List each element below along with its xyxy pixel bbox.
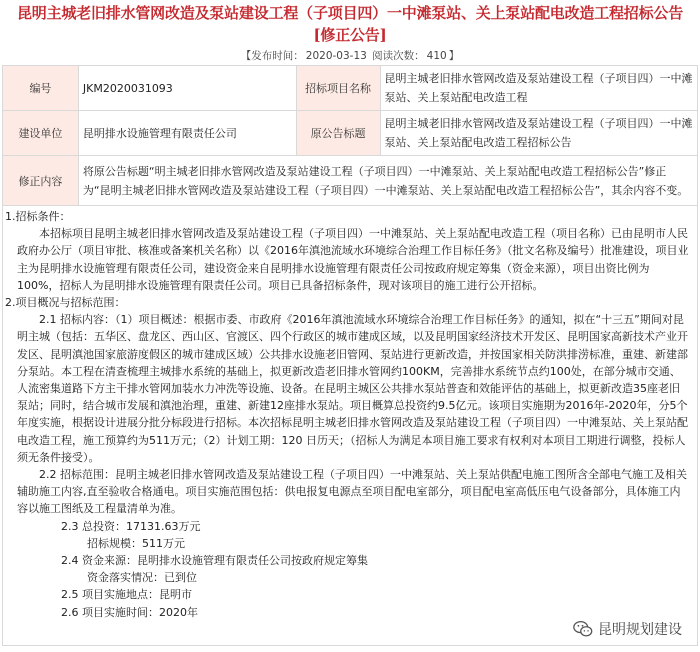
info-row-code [3,66,698,111]
code-label: 编号 [3,66,79,111]
info-row-unit [3,111,698,156]
publish-label: 【发布时间： [240,50,304,62]
content-value: 将原公告标题“明主城老旧排水管网改造及泵站建设工程（子项目四）一中滩泵站、关上泵站配电改造工程招标公告”修正为“昆明主城老旧排水管网改造及泵站建设工程（子项目四）一中滩泵站、关上泵站配电改造工程招标公告”，其余内容不变。 [78,156,697,206]
page-title: 昆明主城老旧排水管网改造及泵站建设工程（子项目四）一中滩泵站、关上泵站配电改造工程招标公告[修正公告] [16,4,683,44]
wechat-icon [572,618,594,640]
meta-close: 】 [448,50,460,62]
fund-source-value: 昆明排水设施管理有限责任公司按政府规定筹集 [137,554,368,568]
section-2-4 [17,552,689,569]
notice-body [2,206,698,646]
scale-label: 招标规模： [87,536,142,550]
content-label: 修正内容 [3,156,79,206]
project-value: 昆明主城老旧排水管网改造及泵站建设工程（子项目四）一中滩泵站、关上泵站配电改造工程 [380,66,698,111]
scale-value: 511万元 [142,536,185,550]
section-2-2-text: 2.2 招标范围：昆明主城老旧排水管网改造及泵站建设工程（子项目四）一中滩泵站、关上泵站供配电施工图所含全部电气施工及相关辅助施工内容,直至验收合格通电。项目实施范围包括：供电报复电源点至项目配电室部分，项目配电室高低压电气设备部分，具体施工内容以施工图纸及工程量清单为准。 [17,468,687,516]
section-2-3b [17,535,689,552]
publish-time: 2020-03-13 [305,50,367,62]
orig-title-value: 昆明主城老旧排水管网改造及泵站建设工程（子项目四）一中滩泵站、关上泵站配电改造工程招标公告 [380,111,698,156]
location-label: 2.5 项目实施地点： [61,588,159,602]
fund-source-label: 2.4 资金来源： [61,554,137,568]
section-2-5 [17,586,689,603]
watermark-text: 昆明规划建设 [598,622,682,638]
time-value: 2020年 [159,605,198,619]
section-2-1-text: 2.1 招标内容：（1）项目概述：根据市委、市政府《2016年滇池流域水环境综合治理工作目标任务》的通知，拟在“十三五”期间对昆明主城（包括：五华区、盘龙区、西山区、官渡区、四个行政区的城市建成区域，以及昆明国家经济技术开发区、昆明国家高新技术产业开发区、昆明滇池国家旅游度假区的城市建成区域）公共排水设施老旧管网、泵站进行更新改造，并按国家相关防洪排涝标准，重建、新建部分泵站。本工程在清查梳理主城排水系统的基础上，拟更新改造老旧排水管网约100KM，完善排水系统节点约100处，在部分城市交通、人流密集道路下方主干排水管网加装水力冲洗等设施、设备。在昆明主城区公共排水泵站普查和效能评估的基础上，拟更新改造35座老旧泵站；同时，结合城市发展和滇池治理，重建、新建12座排水泵站。项目概算总投资约9.5亿元。该项目实施期为2016年-2020年，分5个年度实施，根据设计进展分批分标段进行招标。本次招标昆明主城老旧排水管网改造及泵站建设工程（子项目四）一中滩泵站、关上泵站配电改造工程，施工预算约为511万元；（2）计划工期：120 日历天；（招标人为满足本项目施工要求有权利对本项目工期进行调整，投标人须无条件接受）。 [17,313,688,464]
fund-status-value: 已到位 [164,571,197,585]
code-value: JKM2020031093 [78,66,296,111]
publish-meta [0,47,700,65]
reads-label: 阅读次数： [372,50,425,62]
project-label: 招标项目名称 [296,66,380,111]
unit-value: 昆明排水设施管理有限责任公司 [78,111,296,156]
reads-count: 410 [426,50,447,62]
total-investment-label: 2.3 总投资： [61,519,126,533]
section-2-4b [17,569,689,586]
section-2-3 [17,518,689,535]
orig-title-label: 原公告标题 [296,111,380,156]
fund-status-label: 资金落实情况： [87,571,164,585]
time-label: 2.6 项目实施时间： [61,605,159,619]
watermark [568,616,686,642]
info-row-content [3,156,698,206]
section-1-text: 本招标项目昆明主城老旧排水管网改造及泵站建设工程（子项目四）一中滩泵站、关上泵站配电改造工程（项目名称）已由昆明市人民政府办公厅（项目审批、核准或备案机关名称）以《2016年滇池流域水环境综合治理工作目标任务》（批文名称及编号）批准建设，项目业主为昆明排水设施管理有限责任公司，建设资金来自昆明排水设施管理有限责任公司按政府规定筹集（资金来源），项目出资比例为100%，招标人为昆明排水设施管理有限责任公司。项目已具备招标条件，现对该项目的施工进行公开招标。 [17,227,689,292]
total-investment-value: 17131.63万元 [126,519,201,533]
section-1-title: 1.招标条件： [5,210,71,223]
location-value: 昆明市 [159,588,192,602]
notice-info-table [2,65,698,206]
section-2-title: 2.项目概况与招标范围： [5,296,126,310]
unit-label: 建设单位 [3,111,79,156]
